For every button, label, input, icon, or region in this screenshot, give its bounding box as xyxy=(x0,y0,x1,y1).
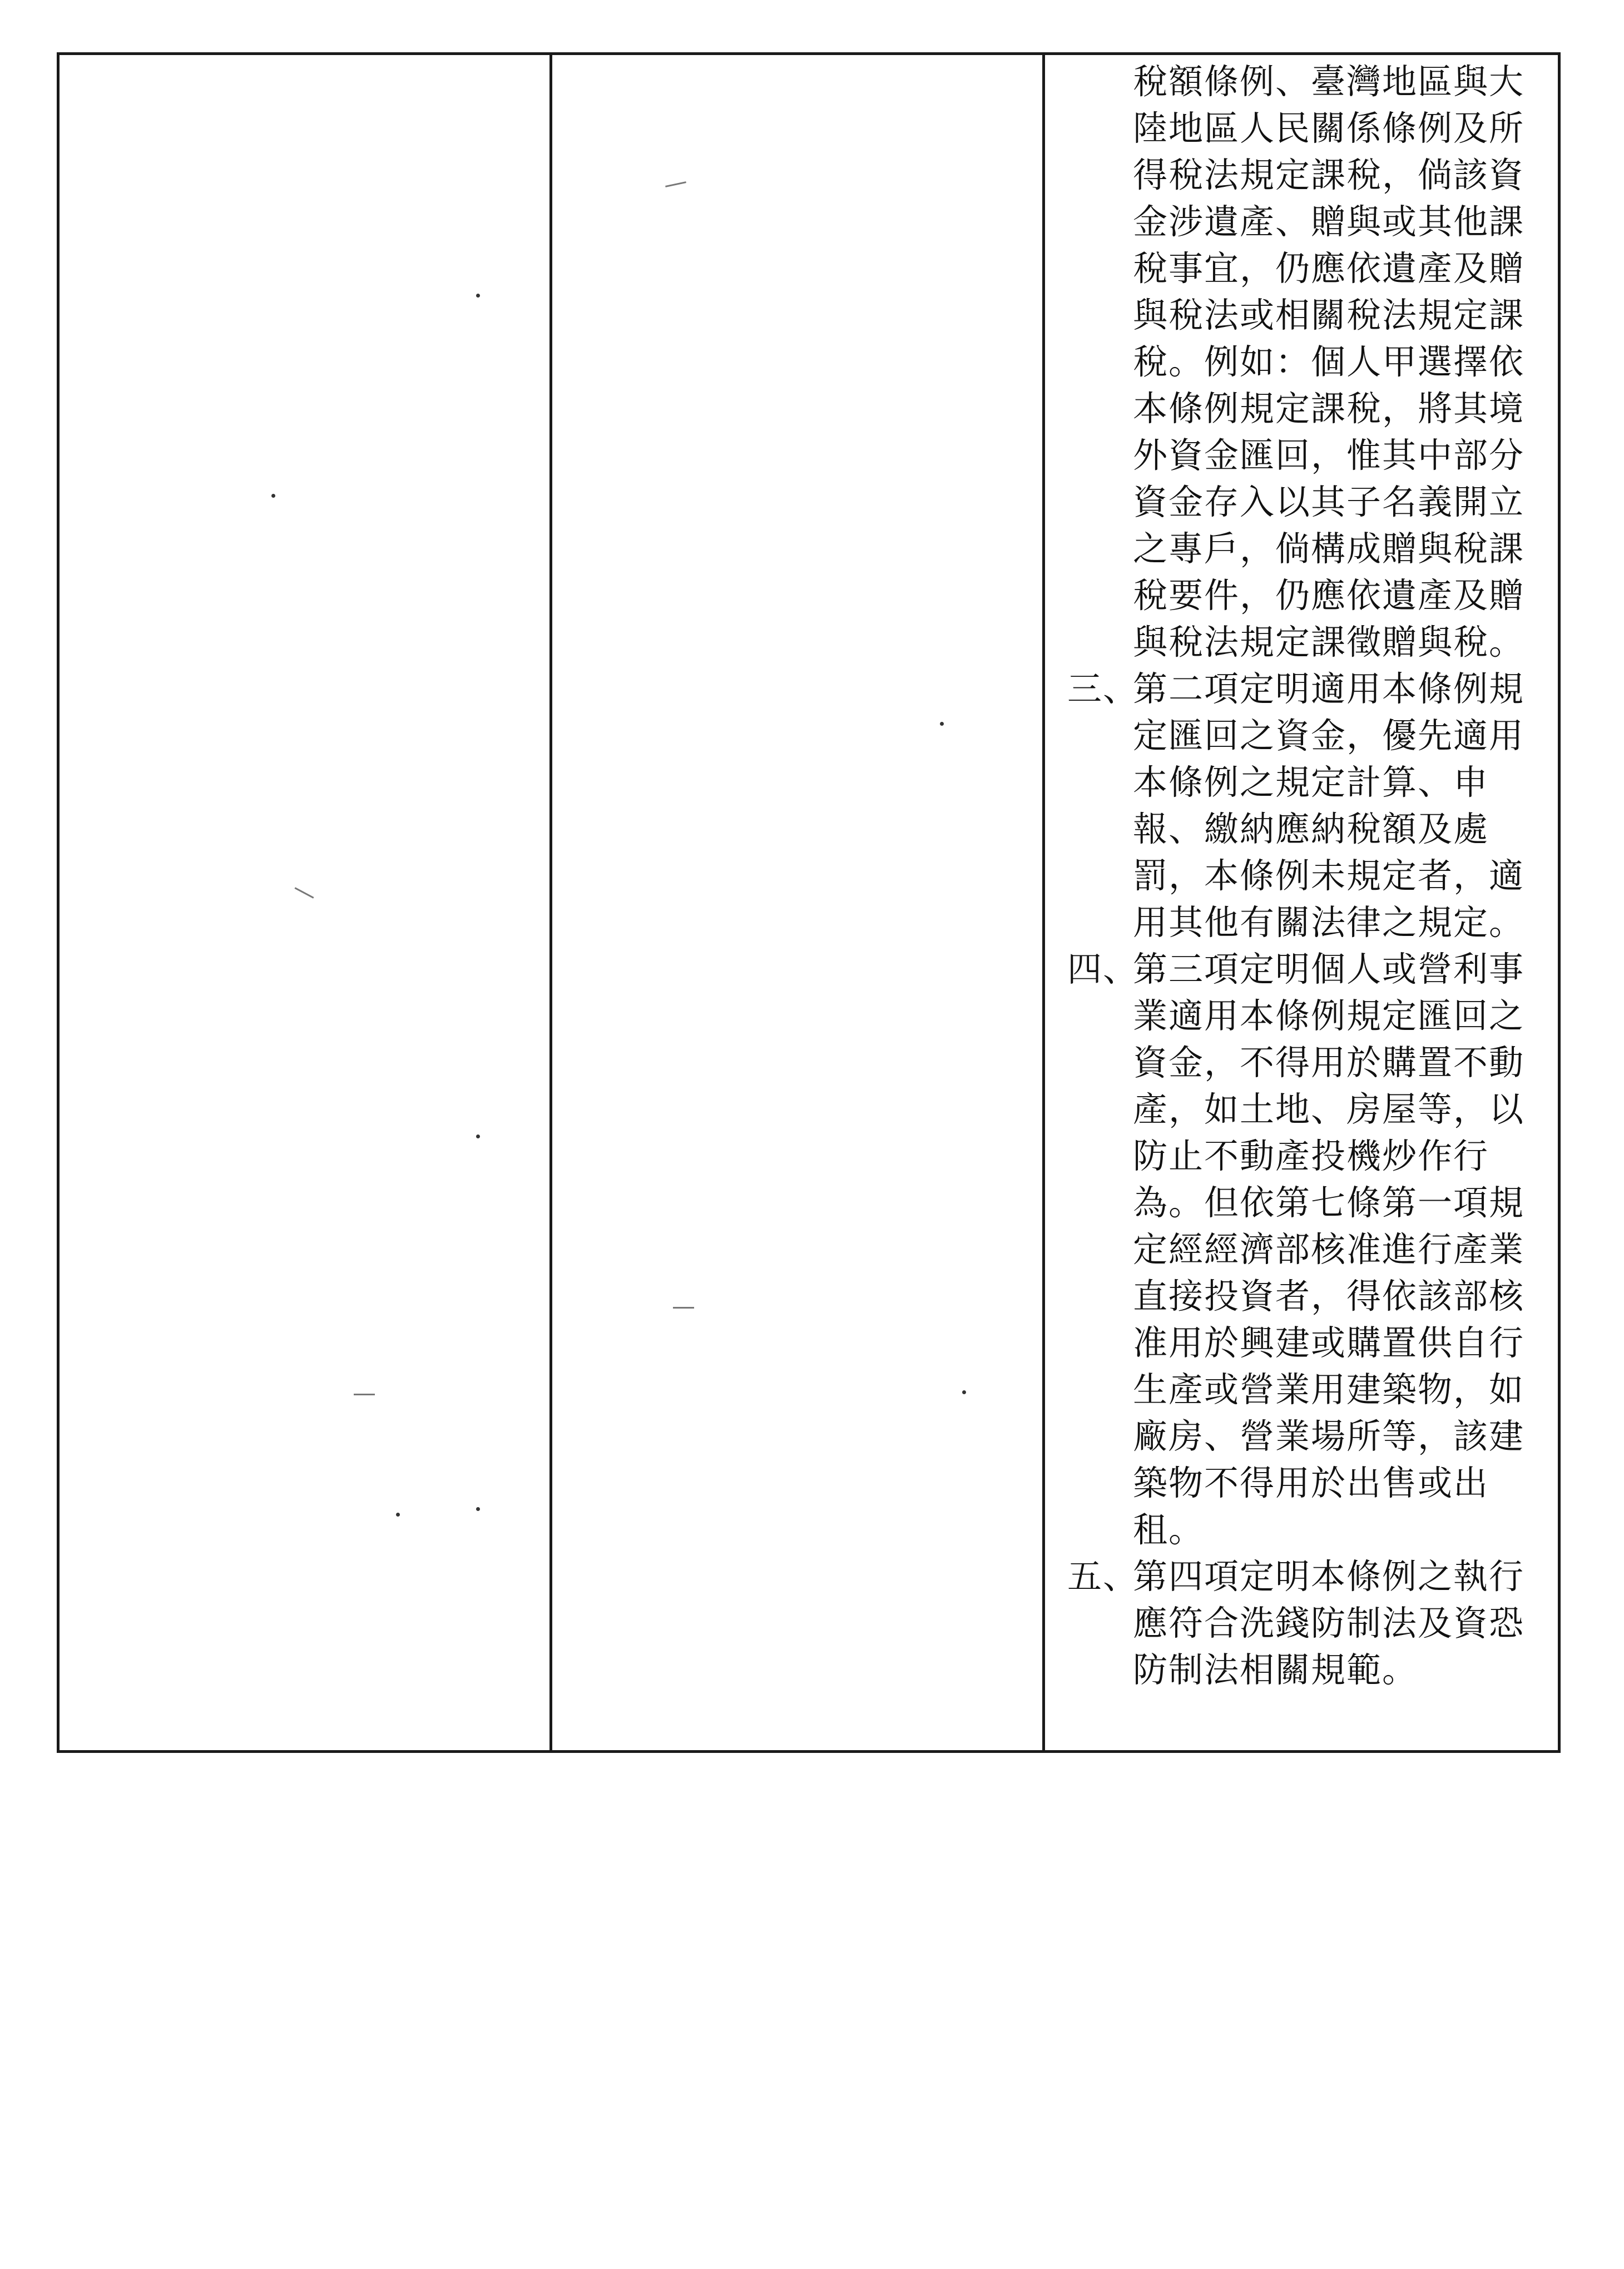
continuation-paragraph xyxy=(1067,58,1524,666)
text-line: 直接投資者，得依該部核 xyxy=(1132,1276,1524,1316)
text-line: 金涉遺產、贈與或其他課 xyxy=(1132,201,1524,242)
text-line: 稅事宜，仍應依遺產及贈 xyxy=(1132,248,1524,289)
scan-speck xyxy=(396,1513,400,1517)
explanation-item-5 xyxy=(1067,1553,1524,1693)
text-line: 產，如土地、房屋等，以 xyxy=(1132,1089,1524,1129)
text-line: 防止不動產投機炒作行 xyxy=(1132,1136,1489,1176)
text-line: 報、繳納應納稅額及處 xyxy=(1132,809,1489,849)
scan-speck xyxy=(476,294,480,298)
text-line: 為。但依第七條第一項規 xyxy=(1132,1182,1524,1223)
item-first-text: 第四項定明本條例之執行 xyxy=(1132,1556,1524,1597)
text-line: 與稅法規定課徵贈與稅。 xyxy=(1132,622,1524,662)
text-line: 本條例規定課稅，將其境 xyxy=(1132,388,1524,429)
scan-speck xyxy=(476,1507,480,1511)
text-line: 定經經濟部核准進行產業 xyxy=(1132,1229,1524,1270)
comparison-table xyxy=(57,52,1561,1753)
item-marker: 五、 xyxy=(1067,1556,1138,1597)
scan-speck xyxy=(673,1307,694,1309)
scan-speck xyxy=(354,1394,375,1395)
text-line: 業適用本條例規定匯回之 xyxy=(1132,995,1524,1036)
text-line: 定匯回之資金，優先適用 xyxy=(1132,715,1524,756)
item-first-text: 第三項定明個人或營利事 xyxy=(1132,949,1524,989)
item-marker: 三、 xyxy=(1067,668,1138,709)
item-first-line xyxy=(1067,666,1524,712)
text-line: 資金，不得用於購置不動 xyxy=(1132,1042,1524,1083)
scan-speck xyxy=(271,494,275,498)
scan-speck xyxy=(940,722,944,726)
item-marker: 四、 xyxy=(1067,949,1138,989)
item-first-line xyxy=(1067,946,1524,993)
text-line: 租。 xyxy=(1132,1509,1204,1550)
text-line: 得稅法規定課稅，倘該資 xyxy=(1132,155,1524,195)
text-line: 外資金匯回，惟其中部分 xyxy=(1132,435,1524,475)
text-line: 與稅法或相關稅法規定課 xyxy=(1132,295,1524,335)
text-line: 稅。例如：個人甲選擇依 xyxy=(1132,341,1524,382)
item-first-text: 第二項定明適用本條例規 xyxy=(1132,668,1524,709)
text-line: 廠房、營業場所等，該建 xyxy=(1132,1416,1524,1456)
item-first-line xyxy=(1067,1553,1524,1600)
explanation-item-3 xyxy=(1067,666,1524,946)
text-line: 築物不得用於出售或出 xyxy=(1132,1463,1489,1503)
text-line: 資金存入以其子名義開立 xyxy=(1132,482,1524,522)
text-line: 用其他有關法律之規定。 xyxy=(1132,902,1524,943)
text-line: 生產或營業用建築物，如 xyxy=(1132,1369,1524,1410)
text-line: 本條例之規定計算、申 xyxy=(1132,762,1489,802)
text-line: 稅要件，仍應依遺產及贈 xyxy=(1132,575,1524,616)
table-column-amended xyxy=(60,55,552,1750)
text-line: 罰，本條例未規定者，適 xyxy=(1132,855,1524,896)
text-line: 應符合洗錢防制法及資恐 xyxy=(1132,1603,1524,1643)
text-line: 陸地區人民關係條例及所 xyxy=(1132,108,1524,148)
scan-speck xyxy=(962,1390,966,1394)
text-line: 稅額條例、臺灣地區與大 xyxy=(1132,61,1524,102)
scan-speck xyxy=(476,1134,480,1138)
table-column-explanation xyxy=(1045,55,1558,1750)
table-column-current xyxy=(552,55,1045,1750)
text-line: 准用於興建或購置供自行 xyxy=(1132,1322,1524,1363)
text-line: 防制法相關規範。 xyxy=(1132,1649,1418,1690)
explanation-item-4 xyxy=(1067,946,1524,1553)
text-line: 之專戶，倘構成贈與稅課 xyxy=(1132,528,1524,569)
